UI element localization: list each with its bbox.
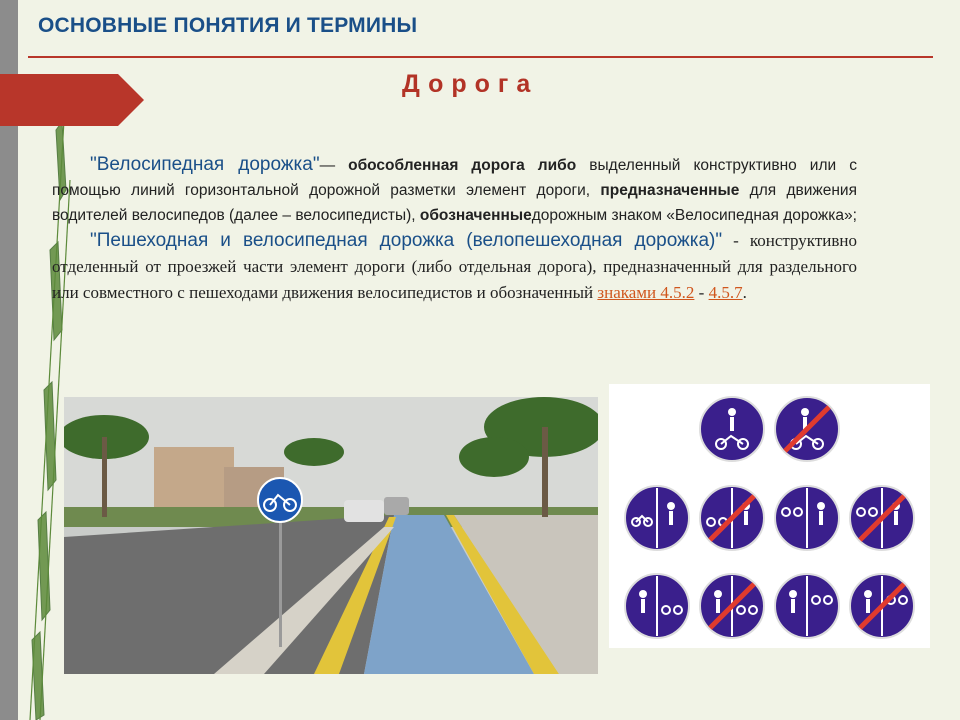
dash: — (319, 157, 349, 174)
text-end: . (742, 283, 747, 302)
section-heading: Дорога (402, 70, 539, 98)
sign-4-5-2 (700, 397, 764, 461)
title-divider (28, 56, 933, 58)
red-arrow-tab (0, 74, 144, 126)
definitions-text (52, 152, 857, 306)
text-1: выделенный конструктивно или с помощью линий горизонтальной дорожной разметки элемент дороги, (52, 157, 857, 199)
sign-4-5-4 (625, 486, 689, 550)
link-separator: - (694, 283, 709, 302)
sign-row3-4 (850, 574, 914, 638)
term-ped-bicycle-path: "Пешеходная и велосипедная дорожка (велопешеходная дорожка)" (90, 230, 723, 251)
sign-4-5-5 (700, 486, 764, 550)
text-3: дорожным знаком «Велосипедная дорожка»; (531, 207, 857, 224)
sign-4-5-7 (850, 486, 914, 550)
sign-row3-2 (700, 574, 764, 638)
text-2: для движения водителей велосипедов (далее – велосипедисты), (52, 182, 857, 224)
paragraph-ped-bicycle-path (52, 228, 857, 306)
text-bold-3: обозначенные (419, 207, 532, 224)
paragraph-bicycle-path (52, 152, 857, 228)
sign-row3-1 (625, 574, 689, 638)
text-bold-2: предназначенные (600, 182, 740, 199)
bicycle-path-photo (64, 397, 598, 674)
link-sign-4-5-7[interactable]: 4.5.7 (708, 283, 743, 302)
sign-4-5-6 (775, 486, 839, 550)
sign-4-5-3 (775, 397, 839, 461)
text-4: - конструктивно отделенный от проезжей части элемент дороги (либо отдельная дорога), предназначенный для раздельного или совместного с пешеходами движения велосипедистов и обозначенный (52, 231, 857, 302)
sign-row3-3 (775, 574, 839, 638)
link-signs-4-5-2[interactable]: знаками 4.5.2 (597, 283, 695, 302)
text-bold-1: обособленная дорога либо (348, 157, 577, 174)
page-title: ОСНОВНЫЕ ПОНЯТИЯ И ТЕРМИНЫ (38, 14, 418, 37)
term-bicycle-path: "Велосипедная дорожка" (90, 154, 320, 175)
road-signs-panel (609, 384, 930, 648)
